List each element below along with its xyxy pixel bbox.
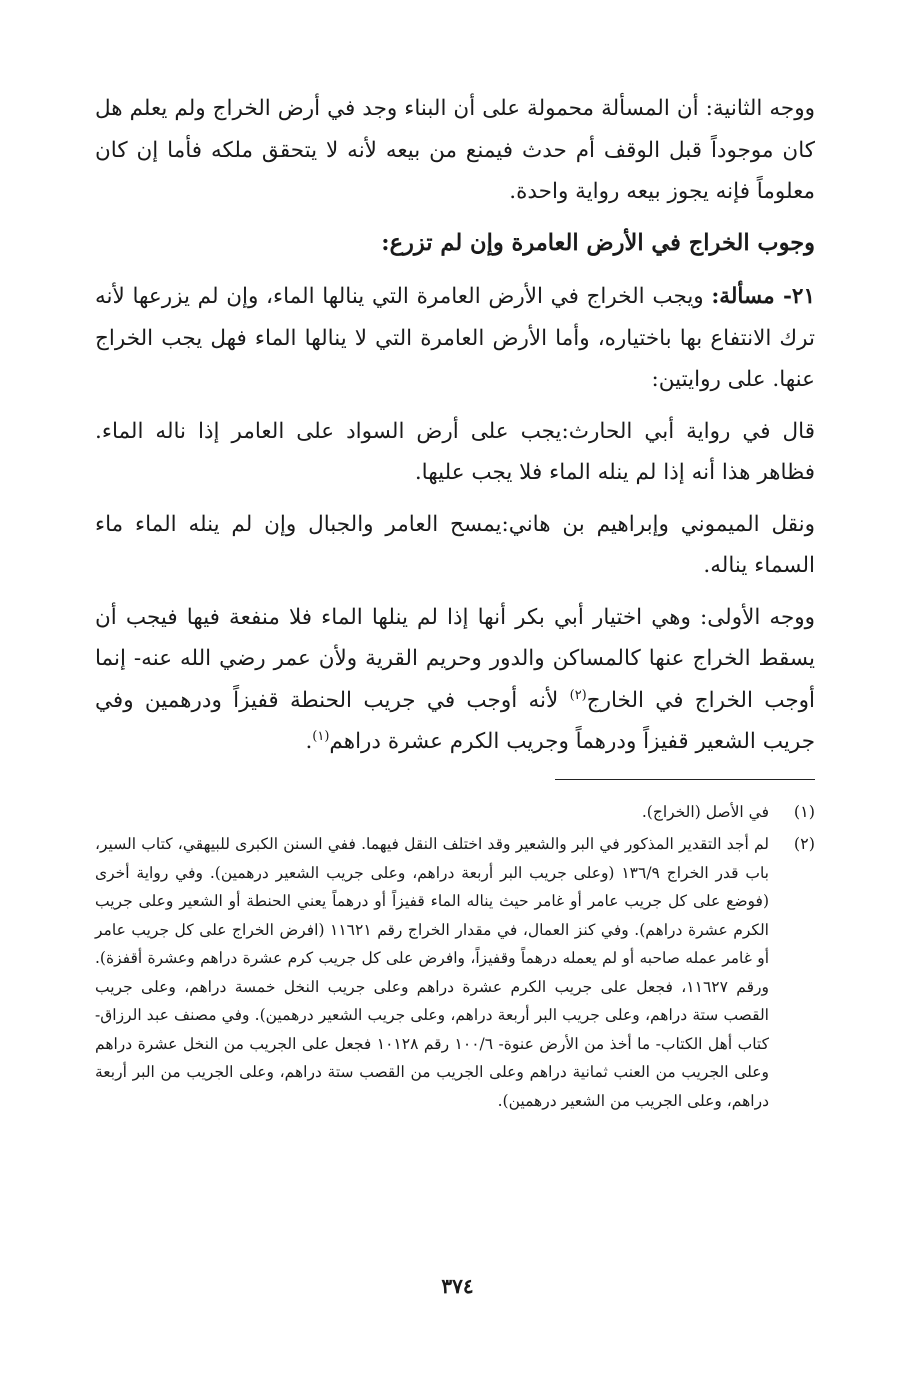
- main-text: [95, 88, 815, 763]
- page-content: [95, 88, 815, 1119]
- masala-number: ٢١- مسألة:: [711, 284, 816, 309]
- first-view-text-b: لأنه أوجب في جريب الحنطة قفيزاً ودرهمين وفي جريب الشعير قفيزاً ودرهماً وجريب الكرم عشرة دراهم: [95, 687, 815, 754]
- footnote-ref-2[interactable]: (٢): [569, 687, 587, 703]
- footnote-text: في الأصل (الخراج).: [641, 802, 769, 821]
- footnote-number: (١): [793, 801, 815, 821]
- first-view-text-a: ووجه الأولى: وهي اختيار أبي بكر أنها إذا لم ينلها الماء فلا منفعة فيها فيجب أن يسقط الخراج عنها كالمساكن والدور وحريم القرية ولأن عمر رضي الله عنه- إنما أوجب الخراج في الخارج: [95, 604, 815, 713]
- paragraph-first-view: [95, 597, 815, 763]
- footnote-divider: [555, 779, 815, 780]
- footnote-1: [95, 798, 815, 827]
- footnote-text: لم أجد التقدير المذكور في البر والشعير وقد اختلف النقل فيهما. ففي السنن الكبرى للبيهقي، كتاب السير، باب قدر الخراج ١٣٦/٩ (وعلى جريب البر أربعة دراهم، وعلى جريب الشعير درهمين). وفي رواية أخرى (فوضع على كل جريب عامر أو غامر حيث يناله الماء قفيزاً أو درهماً يعني الحنطة أو الشعير وعلى جريب الكرم عشرة دراهم). وفي كنز العمال، في مقدار الخراج رقم ١١٦٢١ (افرض الخراج على كل جريب عامر أو غامر عمله صاحبه أو لم يعمله درهماً وقفيزاً، وافرض على كل جريب كرم عشرة دراهم وعشرة أقفزة). ورقم ١١٦٢٧، فجعل على جريب الكرم عشرة دراهم وعلى جريب النخل خمسة دراهم، وعلى جريب القصب ستة دراهم، وعلى جريب البر أربعة دراهم، وعلى جريب الشعير درهمين). وفي مصنف عبد الرزاق- كتاب أهل الكتاب- ما أخذ من الأرض عنوة- ١٠٠/٦ رقم ١٠١٢٨ فجعل على الجريب من النخل عشرة دراهم وعلى الجريب من العنب ثمانية دراهم وعلى الجريب من القصب ستة دراهم، وعلى الجريب من البر أربعة دراهم، وعلى الجريب من الشعير درهمين).: [95, 835, 770, 1110]
- first-view-text-c: .: [305, 729, 313, 754]
- paragraph-1: ووجه الثانية: أن المسألة محمولة على أن البناء وجد في أرض الخراج ولم يعلم هل كان موجوداً قبل الوقف أم حدث فيمنع من بيعه لأنه لا يتحقق ملكه فأما إن كان معلوماً فإنه يجوز بيعه رواية واحدة.: [95, 96, 815, 204]
- footnote-ref-1[interactable]: (١): [312, 728, 330, 744]
- footnote-2: [95, 830, 815, 1115]
- footnote-number: (٢): [793, 834, 815, 853]
- page-number: ٣٧٤: [441, 1274, 474, 1298]
- paragraph-abi-alharith: قال في رواية أبي الحارث:يجب على أرض السواد على العامر إذا ناله الماء. فظاهر هذا أنه إذا لم ينله الماء فلا يجب عليها.: [95, 418, 815, 485]
- masala-text: ويجب الخراج في الأرض العامرة التي ينالها الماء، وإن لم يزرعها لأنه ترك الانتفاع بها باختياره، وأما الأرض العامرة التي لا ينالها الماء فهل يجب الخراج عنها. على روايتين:: [95, 284, 815, 392]
- paragraph-maymuni: ونقل الميموني وإبراهيم بن هاني:يمسح العامر والجبال وإن لم ينله الماء ماء السماء يناله.: [95, 511, 815, 578]
- footnotes: [95, 798, 815, 1116]
- section-heading: وجوب الخراج في الأرض العامرة وإن لم تزرع:: [381, 229, 815, 256]
- paragraph-masala-21: [95, 276, 815, 401]
